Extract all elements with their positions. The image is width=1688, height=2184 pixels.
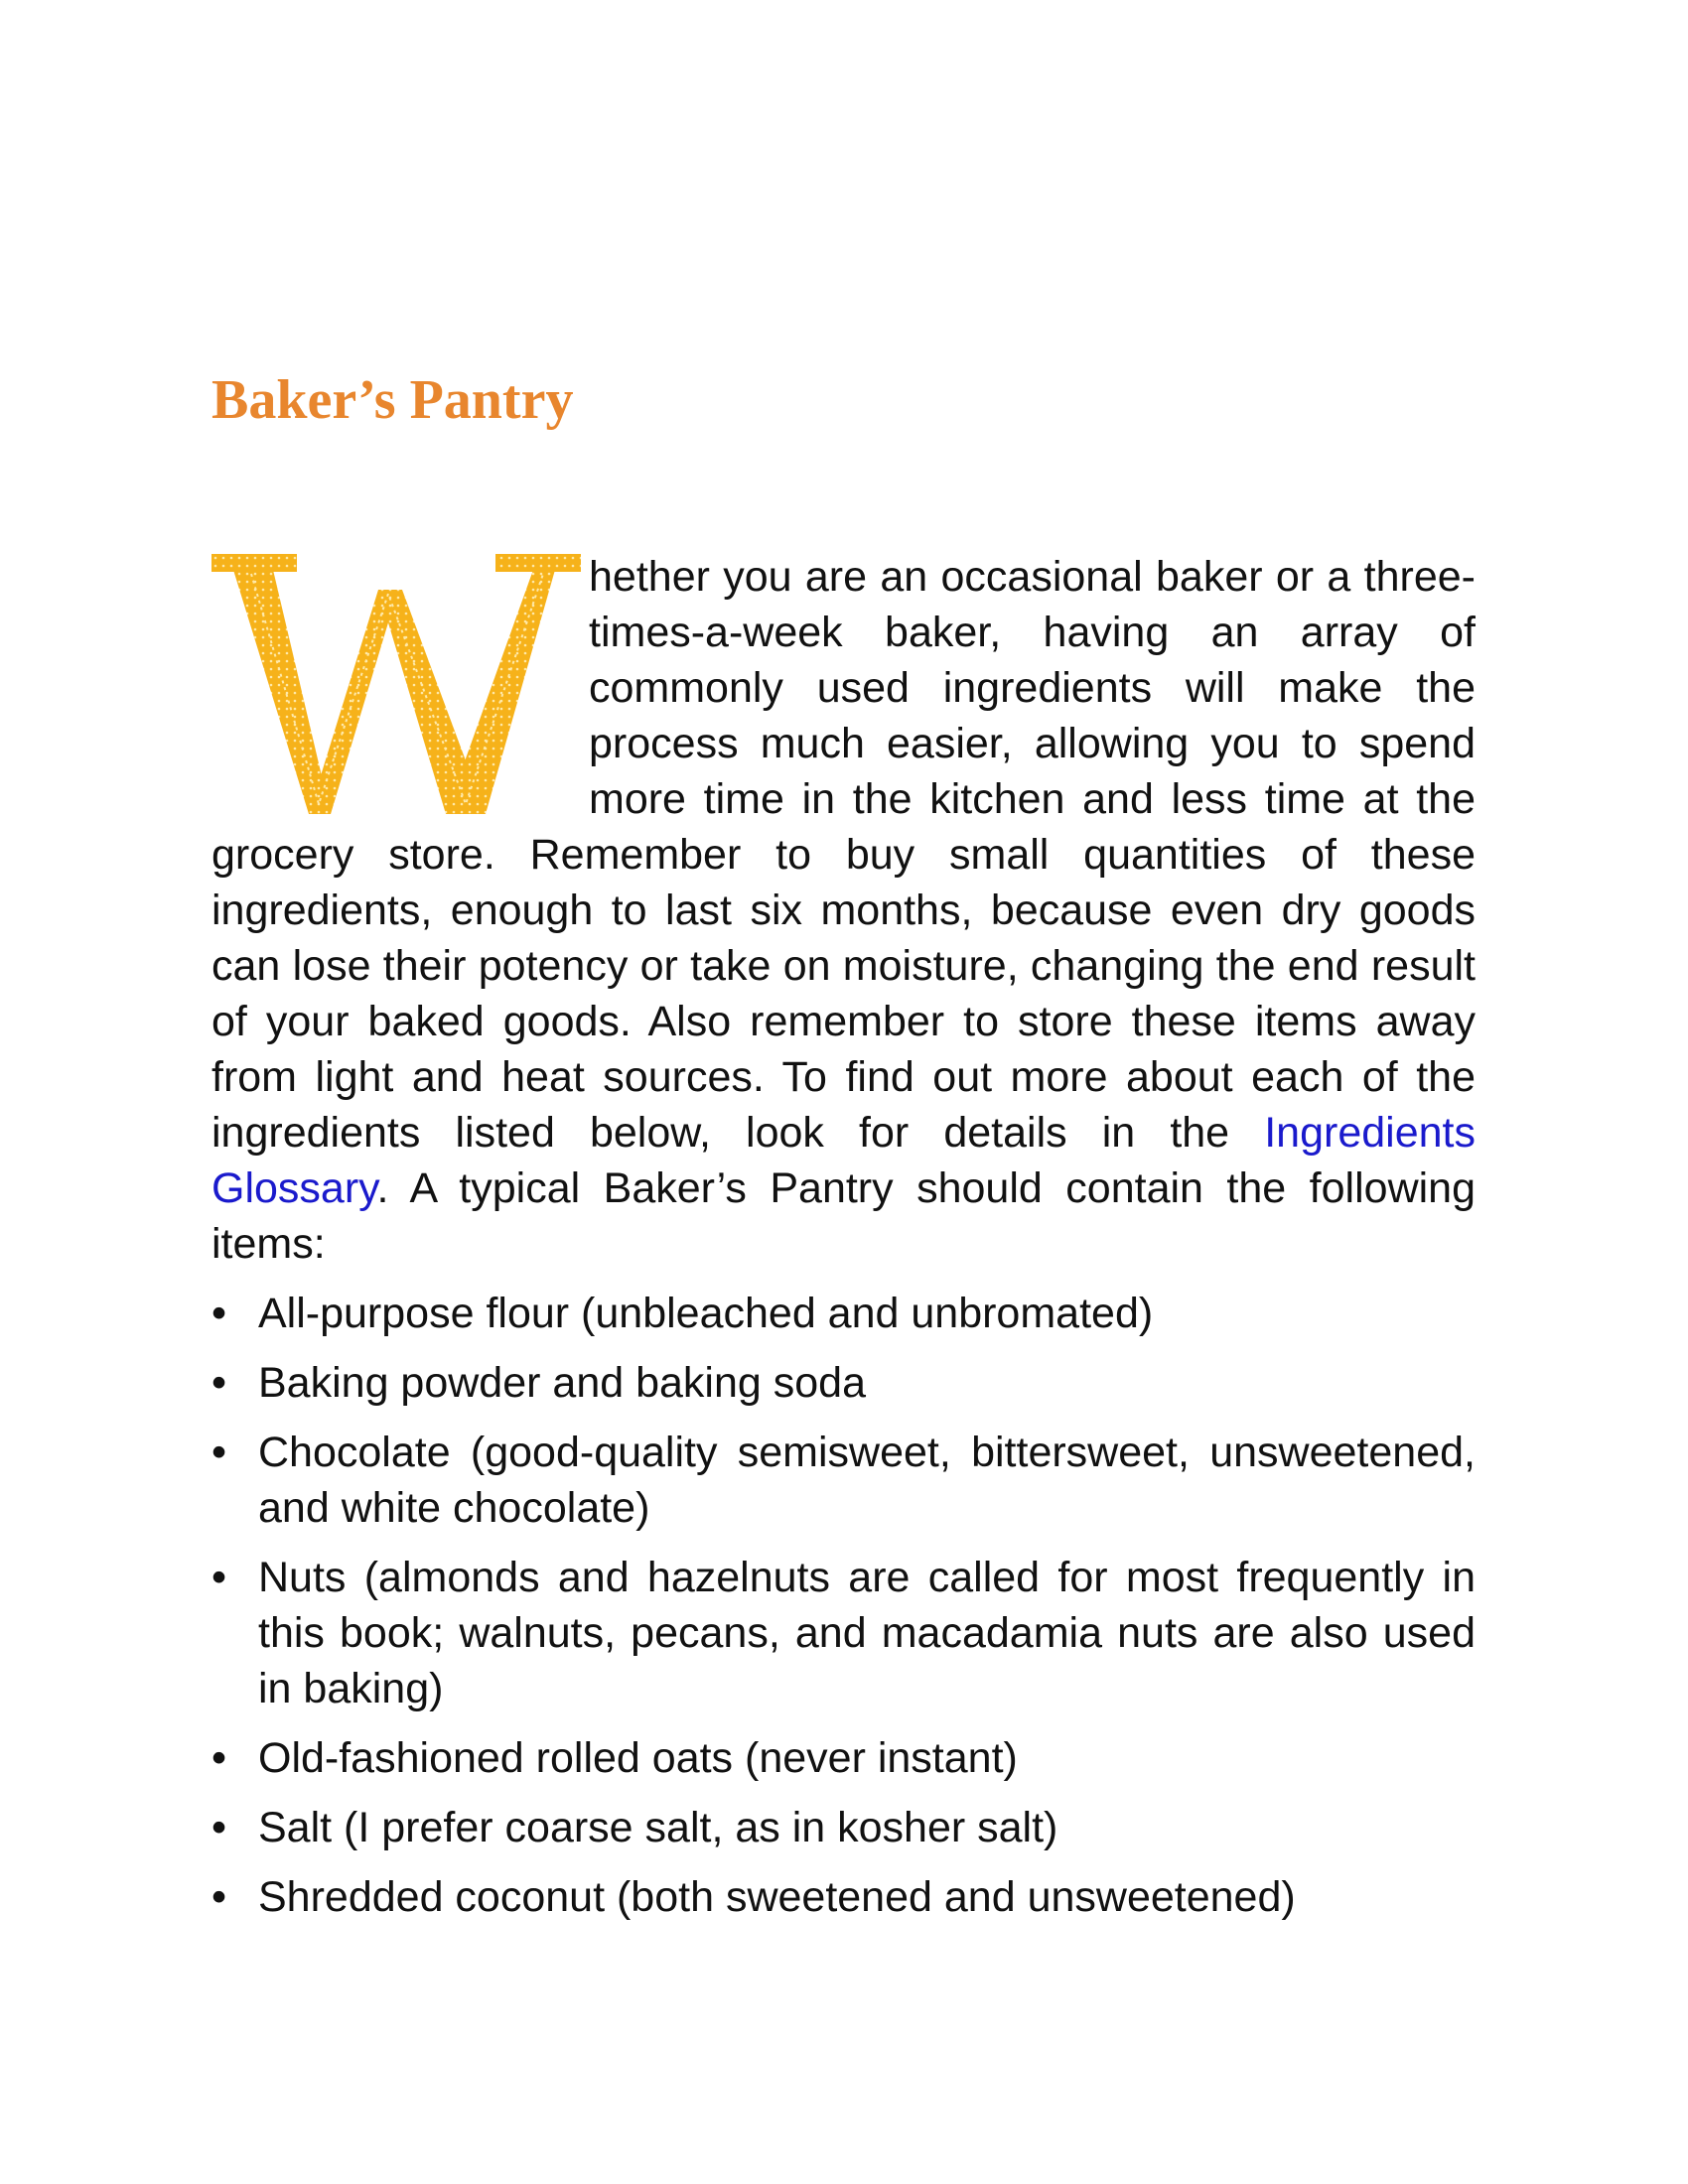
list-item-text: Baking powder and baking soda <box>258 1359 866 1407</box>
bullet: • <box>211 1359 227 1407</box>
ingredients-glossary-link[interactable]: Ingredients Glossary <box>211 1109 1476 1212</box>
bullet: • <box>211 1290 227 1337</box>
bullet: • <box>211 1873 227 1921</box>
list-item-text: Shredded coconut (both sweetened and unsweetened) <box>258 1873 1296 1921</box>
intro-text-end: . A typical Baker’s Pantry should contain the following items: <box>211 1164 1476 1268</box>
intro-paragraph <box>211 549 1476 1272</box>
list-item-text: Salt (I prefer coarse salt, as in kosher salt) <box>258 1804 1058 1851</box>
list-item <box>211 1730 1476 1786</box>
list-item <box>211 1800 1476 1855</box>
list-item-text: Nuts (almonds and hazelnuts are called for most frequently in this book; walnuts, pecans, and macadamia nuts are also used in baking) <box>258 1554 1476 1712</box>
list-item <box>211 1869 1476 1925</box>
drop-cap-w <box>211 554 581 816</box>
intro-text-start: hether you are an occasional baker or a three-times-a-week baker, having an array of commonly used ingredients will make the process much easier, allowing you to spend more time in the kitchen and less time at the grocery store. Remember to buy small quantities of these ingredients, enough to last six months, because even dry goods can lose their potency or take on moisture, changing the end result of your baked goods. Also remember to store these items away from light and heat sources. To find out more about each of the ingredients listed below, look for details in the <box>211 553 1476 1157</box>
page-title: Baker’s Pantry <box>211 369 574 431</box>
drop-cap-w-graphic <box>211 554 581 816</box>
bullet: • <box>211 1554 227 1601</box>
pantry-list <box>211 1286 1476 1925</box>
document-page <box>211 367 1476 1939</box>
bullet: • <box>211 1804 227 1851</box>
bullet: • <box>211 1429 227 1476</box>
list-item-text: Old-fashioned rolled oats (never instant) <box>258 1734 1018 1782</box>
list-item-text: All-purpose flour (unbleached and unbromated) <box>258 1290 1154 1337</box>
list-item <box>211 1286 1476 1341</box>
bullet: • <box>211 1734 227 1782</box>
list-item <box>211 1425 1476 1536</box>
list-item <box>211 1355 1476 1411</box>
list-item <box>211 1550 1476 1716</box>
list-item-text: Chocolate (good-quality semisweet, bittersweet, unsweetened, and white chocolate) <box>258 1429 1476 1532</box>
